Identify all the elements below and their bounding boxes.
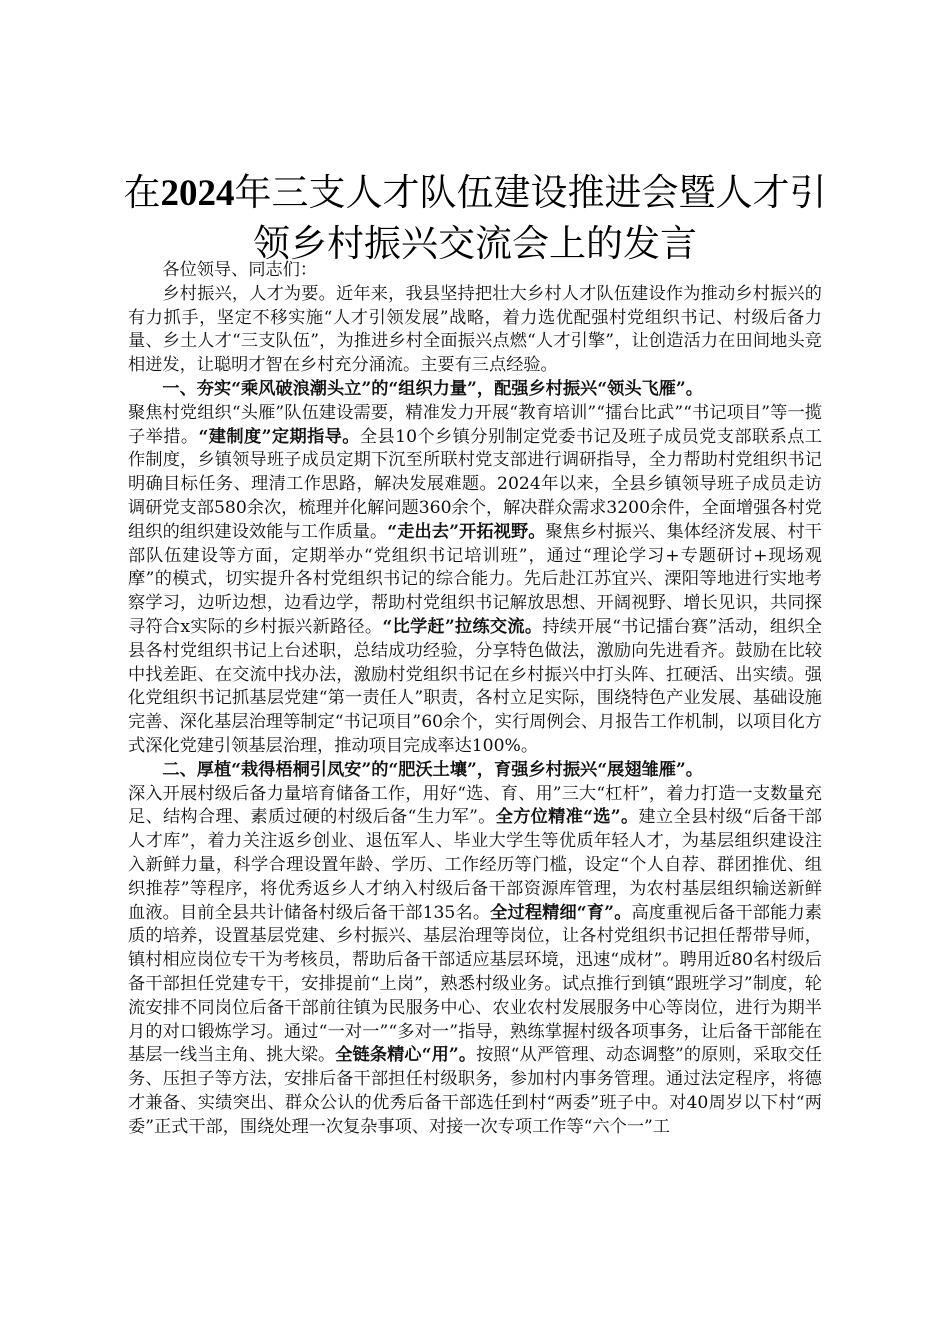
section-two-text-4: 按照“从严管理、动态调整”的原则，采取交任务、压担子等方法，安排后备干部担任村级职务，参加村内事务管理。通过法定程序，将德才兼备、实绩突出、群众公认的优秀后备干部选任到村“两委”班子中。对40周岁以下村“两委”正式干部，围绕处理一次复杂事项、对接一次专项工作等“六个一”工 <box>128 1045 822 1137</box>
section-two-title: 二、厚植“栽得梧桐引凤安”的“肥沃土壤”，育强乡村振兴“展翅雏雁”。 <box>162 759 703 780</box>
section-one-text-1: 聚焦村党组织“头雁”队伍建设需要，精准发力开展“教育培训”“擂台比武”“书记项目”等一揽子举措。 <box>128 402 822 447</box>
section-one-text-4: 持续开展“书记擂台赛”活动，组织全县各村党组织书记上台述职，总结成功经验，分享特色做法，激励向先进看齐。鼓励在比较中找差距、在交流中找办法，激励村党组织书记在乡村振兴中打头阵、扛硬活、出实绩。强化党组织书记抓基层党建“第一责任人”职责，各村立足实际，围绕特色产业发展、基础设施完善、深化基层治理等制定“书记项目”60余个，实行周例会、月报告工作机制，以项目化方式深化党建引领基层治理，推动项目完成率达100%。 <box>128 616 822 756</box>
section-one-heading <box>128 378 822 402</box>
section-two-highlight-3: 全链条精心“用”。 <box>335 1045 477 1066</box>
section-one-text-3: 聚焦乡村振兴、集体经济发展、村干部队伍建设等方面，定期举办“党组织书记培训班”，通过“理论学习+专题研讨+现场观摩”的模式，切实提升各村党组织书记的综合能力。先后赴江苏宜兴、溧阳等地进行实地考察学习，边听边想，边看边学，帮助村党组织书记解放思想、开阔视野、增长见识，共同探寻符合x实际的乡村振兴新路径。 <box>128 521 822 637</box>
section-two-heading <box>128 759 822 783</box>
section-one-highlight-2: “走出去”开拓视野。 <box>387 521 546 542</box>
section-two-text-3: 高度重视后备干部能力素质的培养，设置基层党建、乡村振兴、基层治理等岗位，让各村党组织书记担任帮带导师，镇村相应岗位专干为考核员，帮助后备干部适应基层环境，迅速“成材”。聘用近80名村级后备干部担任党建专干，安排提前“上岗”，熟悉村级业务。试点推行到镇“跟班学习”制度，轮流安排不同岗位后备干部前往镇为民服务中心、农业农村发展服务中心等岗位，进行为期半月的对口锻炼学习。通过“一对一”“多对一”指导，熟练掌握村级各项事务，让后备干部能在基层一线当主角、挑大梁。 <box>128 902 822 1066</box>
intro-paragraph: 乡村振兴，人才为要。近年来，我县坚持把壮大乡村人才队伍建设作为推动乡村振兴的有力抓手，坚定不移实施“人才引领发展”战略，着力选优配强村党组织书记、村级后备力量、乡土人才“三支队伍”，为推进乡村全面振兴点燃“人才引擎”，让创造活力在田间地头竞相迸发，让聪明才智在乡村充分涌流。主要有三点经验。 <box>128 283 822 376</box>
section-one-title: 一、夯实“乘风破浪潮头立”的“组织力量”，配强乡村振兴“领头飞雁”。 <box>162 378 703 399</box>
title-rest: 年三支人才队伍建设推进会暨人才引领乡村振兴交流会上的发言 <box>234 171 827 265</box>
title-year: 2024 <box>160 173 235 214</box>
document-title <box>120 168 830 269</box>
section-two-highlight-1: 全方位精准“选”。 <box>495 807 639 828</box>
section-one-text-2: 全县10个乡镇分别制定党委书记及班子成员党支部联系点工作制度，乡镇领导班子成员定期下沉至所联村党支部进行调研指导，全力帮助村党组织书记明确目标任务、理清工作思路，解决发展难题。2024年以来，全县乡镇领导班子成员走访调研党支部580余次，梳理并化解问题360余个，解决群众需求3200余件，全面增强各村党组织的组织建设效能与工作质量。 <box>128 426 822 542</box>
section-two-text-2: 建立全县村级“后备干部人才库”，着力关注返乡创业、退伍军人、毕业大学生等优质年轻人才，为基层组织建设注入新鲜力量，科学合理设置年龄、学历、工作经历等门槛，设定“个人自荐、群团推优、组织推荐”等程序，将优秀返乡人才纳入村级后备干部资源库管理，为农村基层组织输送新鲜血液。目前全县共计储备村级后备干部135名。 <box>128 807 822 923</box>
title-prefix: 在 <box>123 171 161 214</box>
salutation: 各位领导、同志们： <box>162 260 318 280</box>
section-one-highlight-3: “比学赶”拉练交流。 <box>382 616 543 637</box>
section-one-paragraph <box>128 402 822 759</box>
section-one-highlight-1: “建制度”定期指导。 <box>198 426 360 447</box>
section-two-paragraph <box>128 783 822 1140</box>
section-two-text-1: 深入开展村级后备力量培育储备工作，用好“选、育、用”三大“杠杆”，着力打造一支数量充足、结构合理、素质过硬的村级后备“生力军”。 <box>128 783 822 828</box>
document-body <box>128 259 822 1139</box>
section-two-highlight-2: 全过程精细“育”。 <box>490 902 632 923</box>
